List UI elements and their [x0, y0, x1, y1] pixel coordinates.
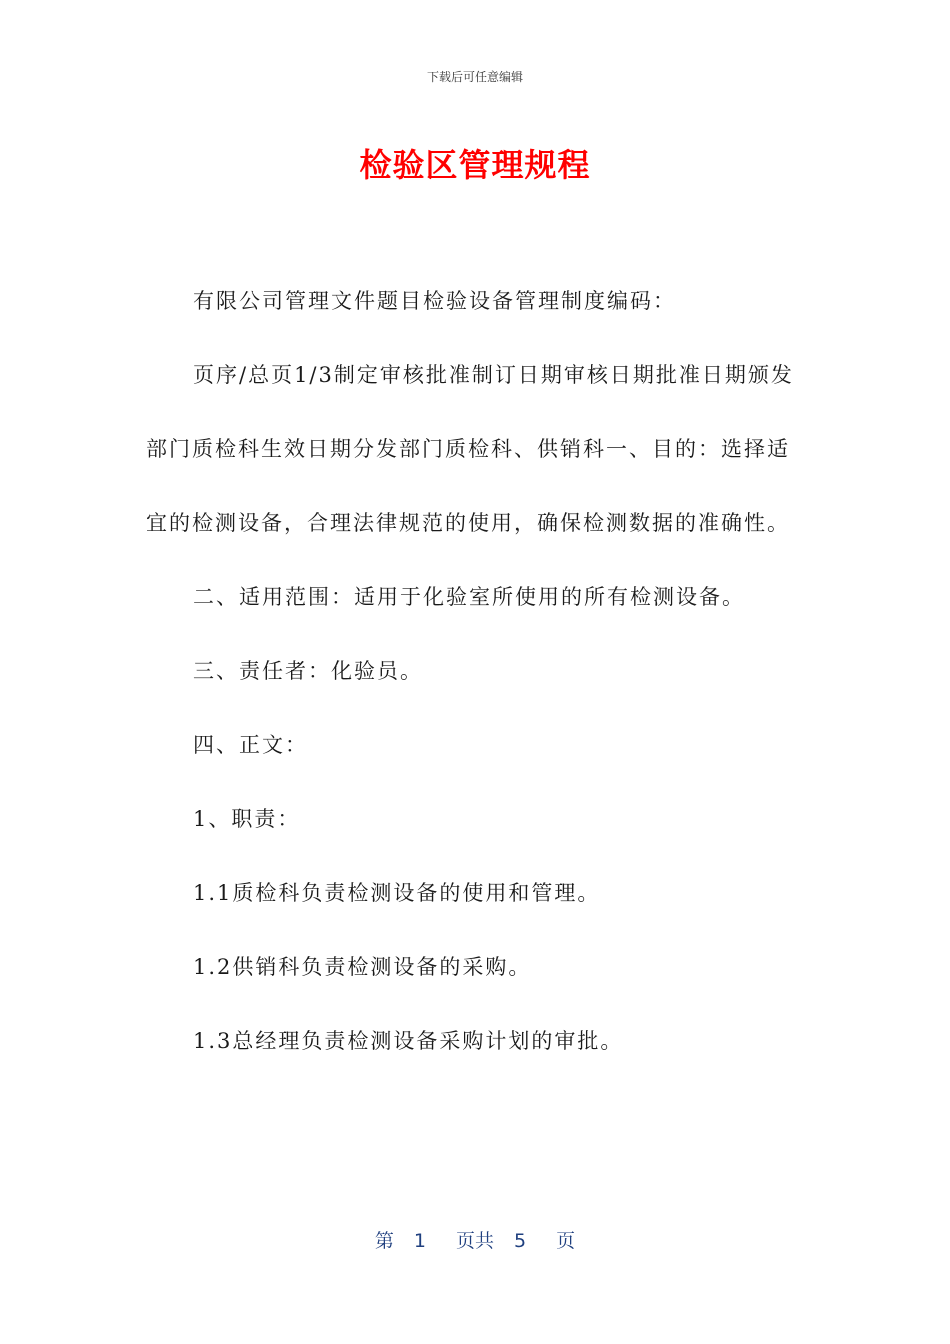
paragraph-scope: 二、适用范围：适用于化验室所使用的所有检测设备。 — [193, 585, 745, 609]
paragraph-duties: 1、职责： — [193, 807, 301, 831]
paragraph-duty-1-3: 1.3总经理负责检测设备采购计划的审批。 — [193, 1029, 624, 1053]
paragraph-duty-1-1: 1.1质检科负责检测设备的使用和管理。 — [193, 881, 601, 905]
footer-page-suffix: 页 — [556, 1230, 576, 1252]
footer-page-mid: 页共 — [455, 1230, 494, 1252]
paragraph-responsible: 三、责任者：化验员。 — [193, 659, 423, 683]
paragraph-company-header: 有限公司管理文件题目检验设备管理制度编码： — [193, 289, 676, 313]
footer-page-prefix: 第 — [374, 1230, 394, 1252]
paragraph-duty-1-2: 1.2供销科负责检测设备的采购。 — [193, 955, 532, 979]
footer-total-pages: 5 — [514, 1230, 527, 1252]
footer-current-page: 1 — [413, 1230, 426, 1252]
page-footer — [0, 1226, 950, 1253]
paragraph-main-text: 四、正文： — [193, 733, 308, 757]
header-note: 下载后可任意编辑 — [426, 70, 523, 84]
paragraph-purpose: 页序/总页1/3制定审核批准制订日期审核日期批准日期颁发部门质检科生效日期分发部门质检科、供销科一、目的：选择适宜的检测设备，合理法律规范的使用，确保检测数据的准确性。 — [146, 363, 794, 535]
document-title: 检验区管理规程 — [359, 146, 591, 184]
document-body — [146, 264, 806, 1078]
